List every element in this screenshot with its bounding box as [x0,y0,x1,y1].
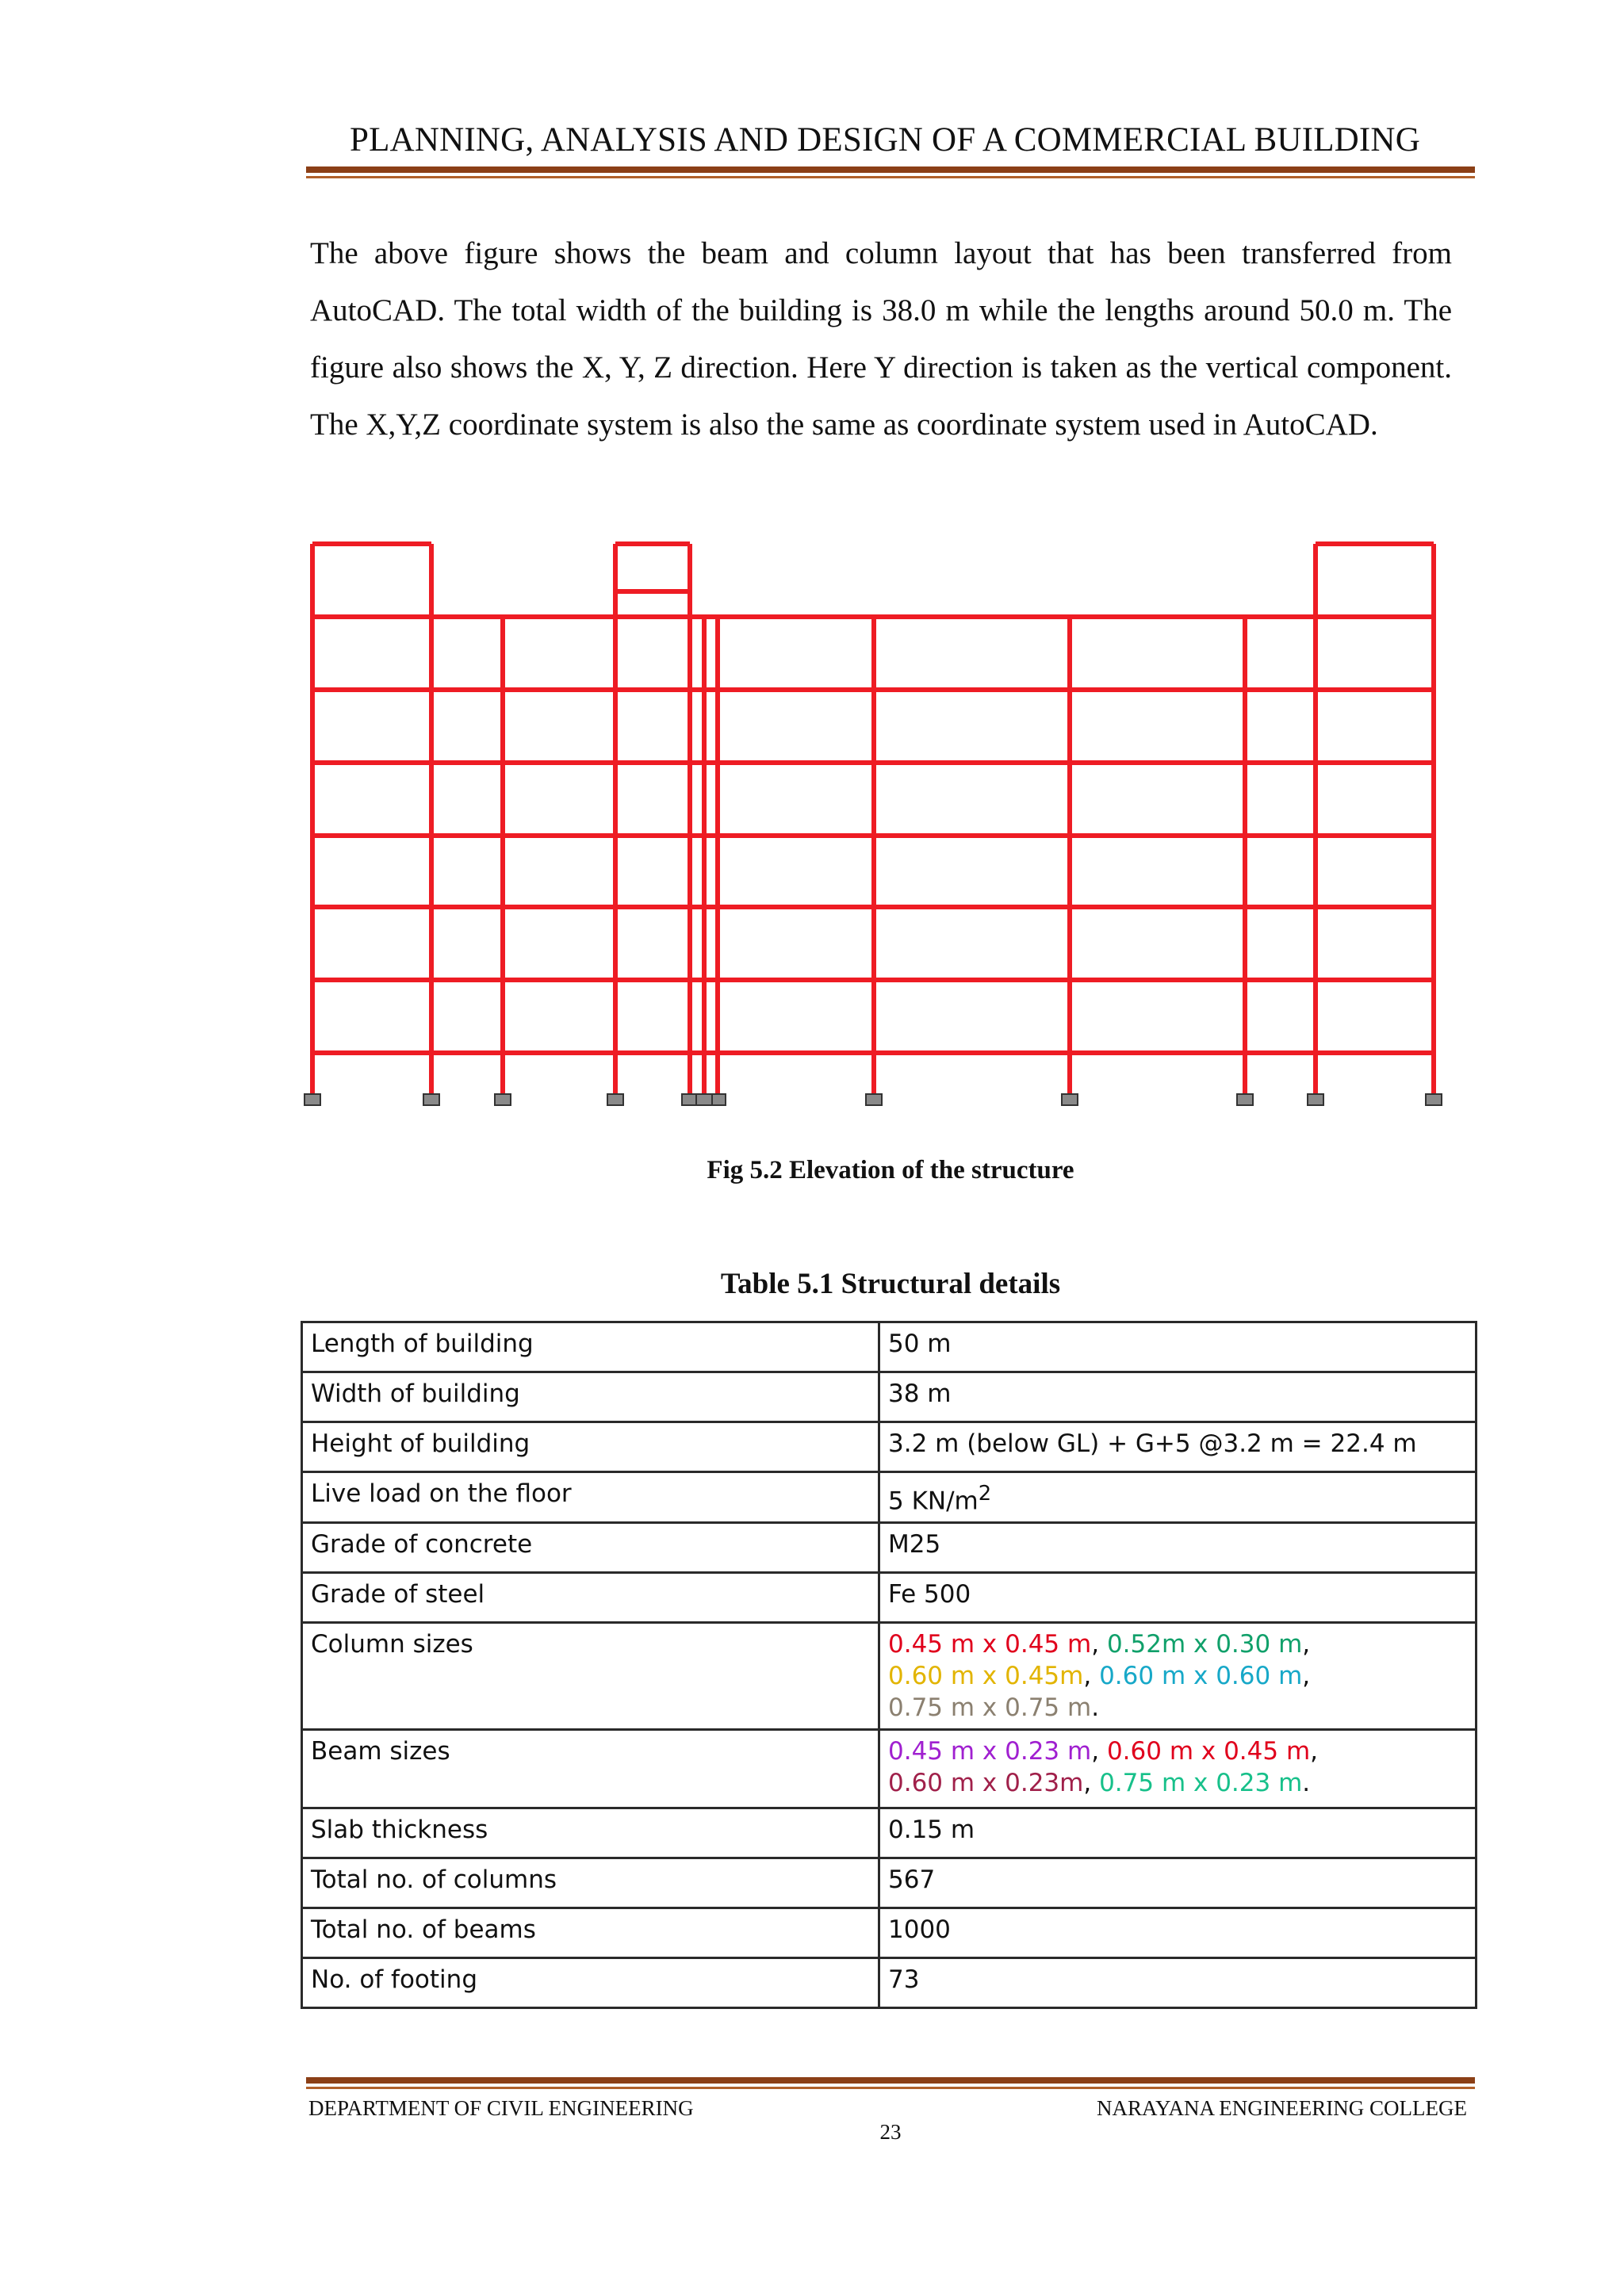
table-row [302,1573,1477,1623]
beam-size: 0.60 m x 0.23m [888,1769,1084,1798]
footer-rule-thin [306,2087,1475,2089]
row-label: Length of building [302,1322,879,1372]
row-value: 73 [879,1958,1477,2008]
support-footing [304,1094,320,1105]
table-row [302,1808,1477,1858]
row-value: 50 m [879,1322,1477,1372]
body-paragraph: The above figure shows the beam and column layout that has been transferred from AutoCAD. The total width of the building is 38.0 m while the lengths around 50.0 m. The figure also shows the X, Y, Z direction. Here Y direction is taken as the vertical component. The X,Y,Z coordinate system is also the same as coordinate system used in AutoCAD. [310,236,1452,442]
structural-details-table [301,1321,1477,2009]
row-value: 3.2 m (below GL) + G+5 @3.2 m = 22.4 m [879,1422,1477,1472]
column-sizes-value: 0.45 m x 0.45 m, 0.52m x 0.30 m, 0.60 m x 0.45m, 0.60 m x 0.60 m, 0.75 m x 0.75 m. [879,1623,1477,1730]
support-footing [1308,1094,1323,1105]
elevation-drawing [295,530,1469,1116]
row-label: Height of building [302,1422,879,1472]
footer-rule-thick [306,2077,1475,2084]
superscript: 2 [978,1482,992,1506]
table-row [302,1322,1477,1372]
support-footing [607,1094,623,1105]
beam-size: 0.75 m x 0.23 m [1099,1769,1303,1798]
page-number: 23 [879,2120,902,2144]
row-label: Beam sizes [302,1730,879,1808]
row-label: Total no. of beams [302,1908,879,1958]
page-header-title: PLANNING, ANALYSIS AND DESIGN OF A COMMERCIAL BUILDING [350,121,1420,159]
table-caption: Table 5.1 Structural details [720,1268,1061,1300]
column-size: 0.52m x 0.30 m [1106,1630,1303,1659]
table-row [302,1908,1477,1958]
footer-college: NARAYANA ENGINEERING COLLEGE [1097,2096,1467,2120]
row-value: 38 m [879,1372,1477,1422]
row-value: 567 [879,1858,1477,1908]
row-label: Total no. of columns [302,1858,879,1908]
support-footing [1062,1094,1078,1105]
live-load-value: 5 KN/m [888,1487,979,1516]
row-label: Live load on the floor [302,1472,879,1523]
support-footing [866,1094,882,1105]
figure-caption: Fig 5.2 Elevation of the structure [707,1156,1074,1184]
table-row [302,1623,1477,1730]
beam-size: 0.45 m x 0.23 m [888,1737,1092,1766]
table-row [302,1472,1477,1523]
column-size: 0.45 m x 0.45 m [888,1630,1092,1659]
table-row [302,1858,1477,1908]
row-value [879,1472,1477,1523]
row-value: 1000 [879,1908,1477,1958]
support-footing [495,1094,511,1105]
beam-size: 0.60 m x 0.45 m [1106,1737,1311,1766]
support-footing [1426,1094,1442,1105]
table-row [302,1422,1477,1472]
row-label: No. of footing [302,1958,879,2008]
table-row [302,1372,1477,1422]
row-label: Column sizes [302,1623,879,1730]
header-rule-thin [306,176,1475,178]
column-size: 0.60 m x 0.45m [888,1662,1084,1691]
footer-department: DEPARTMENT OF CIVIL ENGINEERING [308,2096,694,2120]
column-size: 0.60 m x 0.60 m [1099,1662,1303,1691]
row-label: Slab thickness [302,1808,879,1858]
column-size: 0.75 m x 0.75 m [888,1693,1092,1723]
row-label: Grade of steel [302,1573,879,1623]
row-label: Grade of concrete [302,1523,879,1573]
beam-sizes-value: 0.45 m x 0.23 m, 0.60 m x 0.45 m, 0.60 m x 0.23m, 0.75 m x 0.23 m. [879,1730,1477,1808]
table-row [302,1523,1477,1573]
support-footing [423,1094,439,1105]
row-value: M25 [879,1523,1477,1573]
row-value: Fe 500 [879,1573,1477,1623]
table-row [302,1958,1477,2008]
support-footing [696,1094,712,1105]
elevation-figure [295,530,1469,1116]
support-footing [1237,1094,1253,1105]
row-value: 0.15 m [879,1808,1477,1858]
row-label: Width of building [302,1372,879,1422]
header-rule-thick [306,166,1475,173]
table-row [302,1730,1477,1808]
